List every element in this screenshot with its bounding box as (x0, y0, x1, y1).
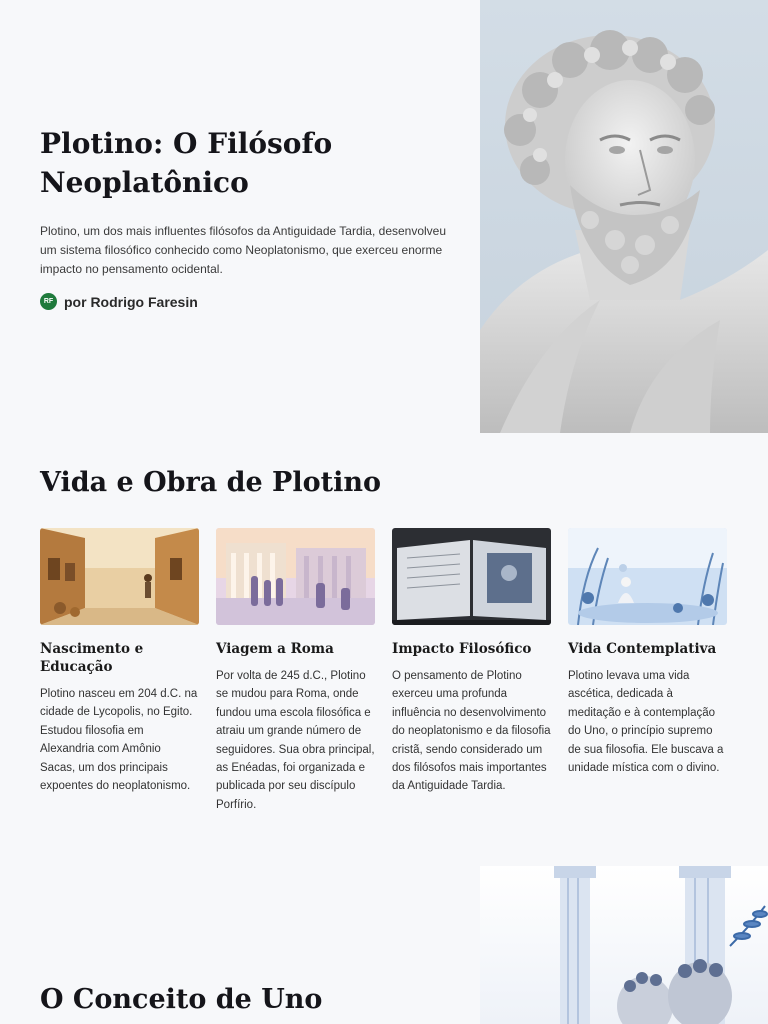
section-title-conceito-de-uno: O Conceito de Uno (40, 984, 323, 1015)
card-text: Por volta de 245 d.C., Plotino se mudou para Roma, onde fundou uma escola filosófica e atraiu um grande número de seguidores. Sua obra principal, as Enéadas, foi organizada e publicada por seu discípulo Porfírio. (216, 670, 375, 811)
page-title: Plotino: O Filósofo Neoplatônico (40, 127, 333, 199)
card-text: Plotino nasceu em 204 d.C. na cidade de Lycopolis, no Egito. Estudou filosofia em Alexandria com Amônio Sacas, um dos principais expoentes do neoplatonismo. (40, 688, 198, 793)
card-title: Vida Contemplativa (568, 641, 717, 657)
card-impacto-filosofico[interactable] (392, 528, 551, 814)
card-title: Viagem a Roma (216, 641, 334, 657)
card-image-open-book (392, 528, 551, 625)
columns-and-busts-image (480, 866, 768, 1024)
plotinus-bust-image (480, 0, 768, 433)
author-byline[interactable] (40, 293, 450, 310)
card-nascimento[interactable] (40, 528, 199, 814)
hero-section (0, 0, 768, 433)
card-title: Impacto Filosófico (392, 641, 532, 657)
cards-row (40, 528, 728, 814)
card-vida-contemplativa[interactable] (568, 528, 727, 814)
hero-text (40, 124, 450, 310)
card-text: O pensamento de Plotino exerceu uma profunda influência no desenvolvimento do neoplatonismo e da filosofia cristã, sendo considerado um dos filósofos mais importantes da Antiguidade Tardia. (392, 670, 551, 793)
hero-description: Plotino, um dos mais influentes filósofos da Antiguidade Tardia, desenvolveu um sistema filosófico conhecido como Neoplatonismo, que exerceu enorme impacto no pensamento ocidental. (40, 224, 447, 276)
card-image-rome (216, 528, 375, 625)
card-title: Nascimento e Educação (40, 641, 144, 675)
card-image-meditation (568, 528, 727, 625)
section-title-vida-e-obra: Vida e Obra de Plotino (40, 467, 381, 498)
avatar: RF (40, 293, 57, 310)
author-name: por Rodrigo Faresin (64, 293, 198, 310)
card-image-street (40, 528, 199, 625)
card-viagem-roma[interactable] (216, 528, 375, 814)
card-text: Plotino levava uma vida ascética, dedicada à meditação e à contemplação do Uno, o princípio supremo de sua filosofia. Ele buscava a unidade mística com o divino. (568, 670, 724, 775)
